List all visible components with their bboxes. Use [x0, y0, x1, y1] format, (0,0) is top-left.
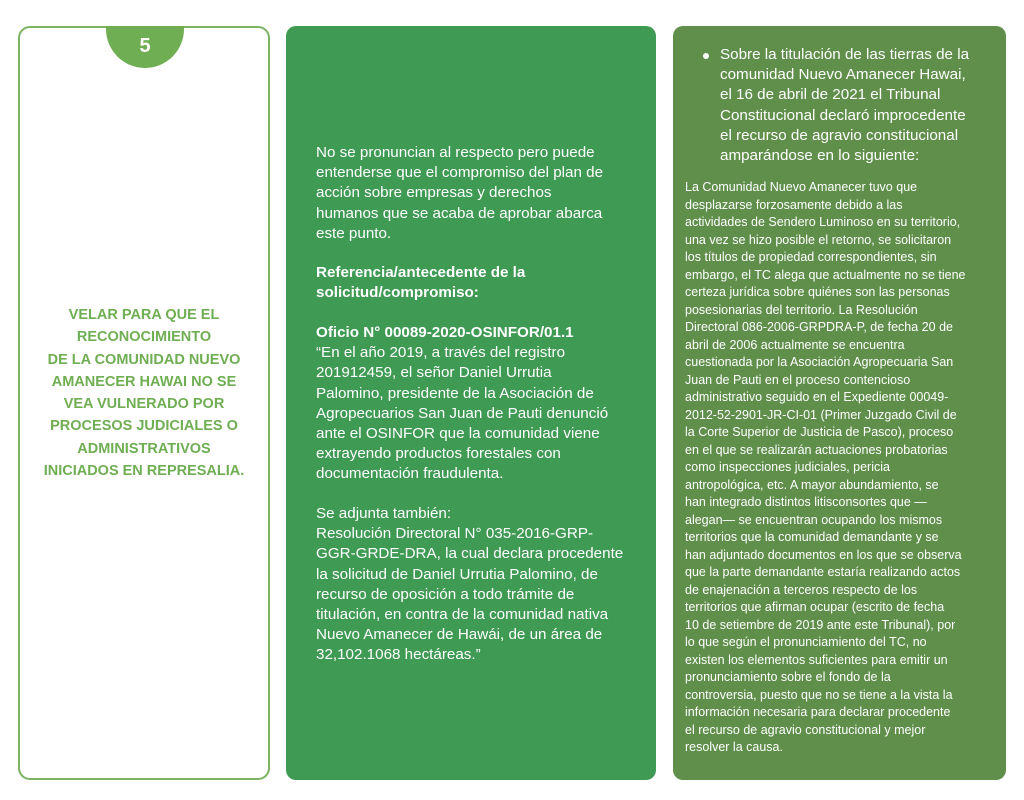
status-card: [673, 26, 1006, 780]
adjunta-block: [316, 504, 634, 666]
text-line: en el que se realizarán actuaciones probatorias: [685, 442, 948, 457]
text-line: titulación, en contra de la comunidad nativa: [316, 606, 609, 624]
text-line: territorios que afirman ocupar (escrito de fecha: [685, 600, 945, 614]
text-line: certeza jurídica sobre quiénes son las personas: [685, 285, 950, 299]
text-line: Resolución Directoral N° 035-2016-GRP-: [316, 525, 594, 543]
text-line: los títulos de propiedad correspondientes, sin: [685, 250, 937, 264]
text-line: existen los elementos suficientes para emitir un: [685, 652, 948, 667]
commitment-number-badge: 5: [106, 26, 184, 68]
text-line: información necesaria para declarar procedente: [685, 705, 951, 719]
text-line: administrativo seguido en el Expediente 00049-: [685, 390, 949, 404]
text-line: embargo, el TC alega que actualmente no se tiene: [685, 267, 966, 282]
text-line: Constitucional declaró improcedente: [720, 106, 966, 124]
text-line: 2012-52-2901-JR-CI-01 (Primer Juzgado Civil de: [685, 407, 957, 422]
text-line: Se adjunta también:: [316, 505, 452, 522]
text-line: que la parte demandante estaría realizando actos: [685, 565, 961, 579]
text-line: humanos que se acaba de aprobar abarca: [316, 204, 603, 222]
commitment-title-line: INICIADOS EN REPRESALIA.: [43, 463, 245, 480]
text-line: cuestionada por la Asociación Agropecuaria San: [685, 355, 954, 369]
text-line: entenderse que el compromiso del plan de: [316, 164, 604, 182]
text-line: han integrado distintos litisconsortes que —: [685, 495, 927, 509]
text-line: el 16 de abril de 2021 el Tribunal: [720, 86, 941, 104]
text-line: acción sobre empresas y derechos: [316, 184, 552, 202]
reference-heading: [316, 263, 634, 303]
text-line: pronunciamiento sobre el fondo de la: [685, 670, 891, 684]
text-line: el recurso de agravio constitucional y mejor: [685, 722, 926, 737]
text-line: GGR-GRDE-DRA, la cual declara procedente: [316, 545, 624, 563]
text-line: el recurso de agravio constitucional: [720, 126, 959, 144]
commitment-title-line: ADMINISTRATIVOS: [77, 440, 211, 457]
text-line: resolver la causa.: [685, 740, 783, 754]
text-line: extrayendo productos forestales con: [316, 445, 561, 463]
text-line: amparándose en lo siguiente:: [720, 147, 920, 165]
commitment-title-line: PROCESOS JUDICIALES O: [50, 418, 238, 435]
text-line: Juan de Pauti en el proceso contencioso: [685, 372, 911, 387]
response-intro: [316, 143, 634, 244]
commitment-title-line: DE LA COMUNIDAD NUEVO: [47, 351, 241, 368]
text-line: Directoral 086-2006-GRPDRA-P, de fecha 20 de: [685, 320, 953, 334]
oficio-block: [316, 323, 634, 485]
status-bullet: [720, 45, 969, 166]
text-line: abril de 2006 actualmente se encuentra: [685, 337, 905, 352]
status-paragraph: [685, 179, 966, 757]
commitment-title: [34, 304, 254, 482]
text-line: documentación fraudulenta.: [316, 465, 504, 483]
text-line: alegan— se encuentran ocupando los mismos: [685, 512, 943, 527]
text-line: Sobre la titulación de las tierras de la: [720, 46, 970, 63]
text-line: 32,102.1068 hectáreas.”: [316, 646, 481, 664]
text-line: ante el OSINFOR que la comunidad viene: [316, 425, 600, 443]
text-line: una vez se hizo posible el retorno, se solicitaron: [685, 232, 952, 247]
text-line: controversia, puesto que no se tiene a la vista la: [685, 687, 953, 702]
text-line: desplazarse forzosamente debido a las: [685, 197, 903, 212]
text-line: lo que según el pronunciamiento del TC, no: [685, 635, 927, 649]
commitment-title-line: RECONOCIMIENTO: [76, 329, 212, 346]
text-line: actividades de Sendero Luminoso en su territorio,: [685, 215, 961, 229]
text-line: No se pronuncian al respecto pero puede: [316, 144, 595, 161]
text-line: antropológica, etc. A mayor abundamiento, se: [685, 477, 939, 492]
text-line: posesionarias del territorio. La Resolución: [685, 302, 918, 317]
text-line: este punto.: [316, 224, 392, 242]
text-line: La Comunidad Nuevo Amanecer tuvo que: [685, 180, 918, 194]
text-line: han adjuntado documentos en los que se observa: [685, 547, 962, 562]
commitment-title-line: VEA VULNERADO POR: [63, 396, 225, 413]
text-line: solicitud/compromiso:: [316, 284, 479, 302]
commitment-title-line: AMANECER HAWAI NO SE: [51, 373, 237, 390]
text-line: territorios que la comunidad demandante y se: [685, 530, 939, 544]
state-response-card: [286, 26, 656, 780]
commitment-card: [18, 26, 270, 780]
text-line: Referencia/antecedente de la: [316, 264, 526, 281]
text-line: la Corte Superior de Justicia de Pasco), proceso: [685, 425, 954, 439]
text-line: Palomino, presidente de la Asociación de: [316, 384, 594, 402]
text-line: de enajenación a terceros respecto de los: [685, 582, 918, 597]
text-line: recurso de oposición a todo trámite de: [316, 585, 575, 603]
text-line: comunidad Nuevo Amanecer Hawai,: [720, 66, 966, 84]
text-line: como inspecciones judiciales, pericia: [685, 460, 890, 474]
text-line: la solicitud de Daniel Urrutia Palomino, de: [316, 565, 598, 583]
text-line: “En el año 2019, a través del registro: [316, 344, 566, 362]
text-line: 10 de setiembre de 2019 ante este Tribunal), por: [685, 617, 956, 632]
text-line: Agropecuarios San Juan de Pauti denunció: [316, 404, 609, 422]
bullet-dot-icon: [703, 53, 709, 59]
oficio-title: Oficio N° 00089-2020-OSINFOR/01.1: [316, 324, 574, 341]
commitment-title-line: VELAR PARA QUE EL: [68, 307, 220, 323]
text-line: 201912459, el señor Daniel Urrutia: [316, 364, 552, 382]
text-line: Nuevo Amanecer de Hawái, de un área de: [316, 626, 603, 644]
